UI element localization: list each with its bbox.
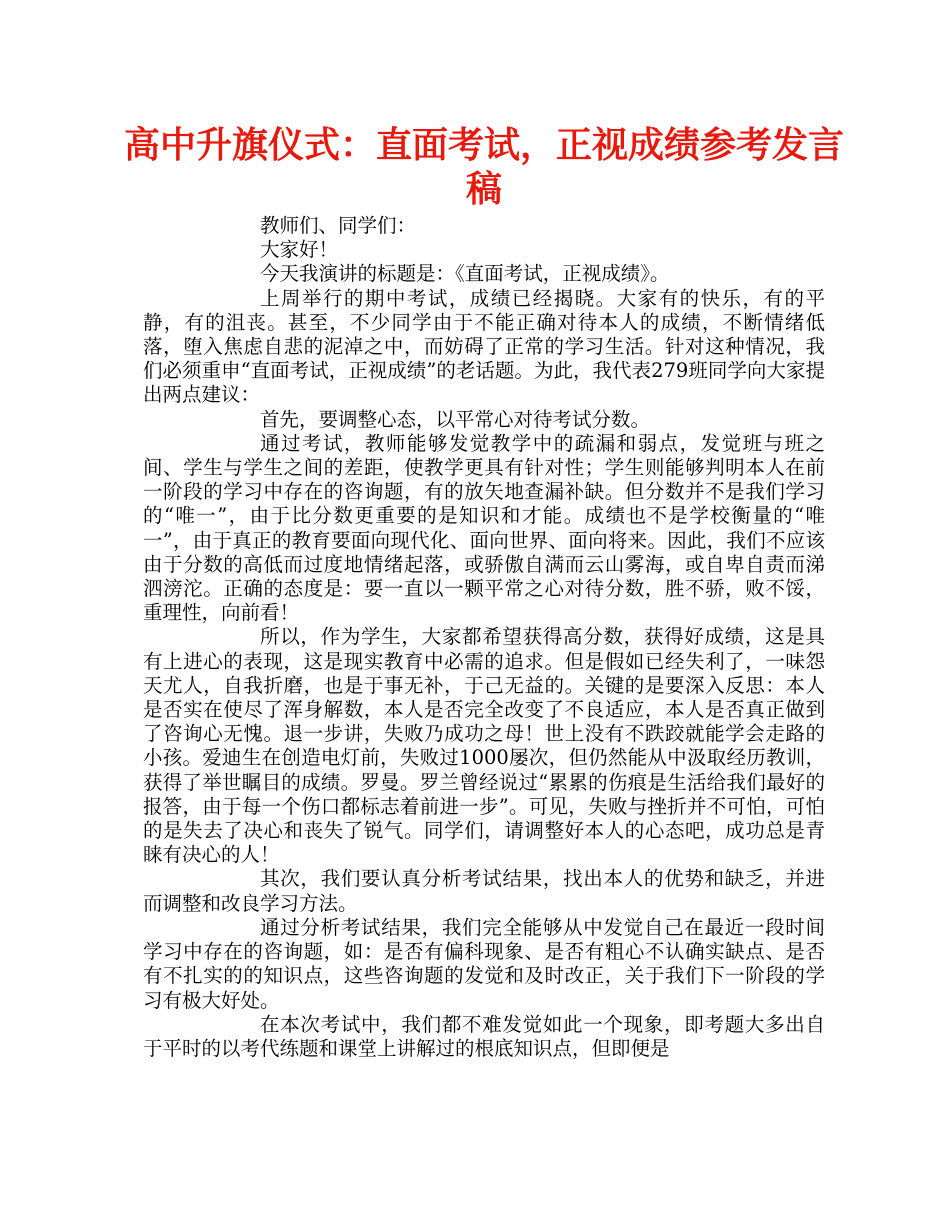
paragraph: 其次，我们要认真分析考试结果，找出本人的优势和缺乏，并进而调整和改良学习方法。 bbox=[143, 867, 825, 915]
paragraph-greeting: 大家好！ bbox=[260, 238, 339, 262]
paragraph: 通过分析考试结果，我们完全能够从中发觉自己在最近一段时间学习中存在的咨询题，如：是否有偏科现象、是否有粗心不认确实缺点、是否有不扎实的的知识点，这些咨询题的发觉和及时改正，关于我们下一阶段的学习有极大好处。 bbox=[143, 915, 825, 1012]
paragraph: 上周举行的期中考试，成绩已经揭晓。大家有的快乐，有的平静，有的沮丧。甚至，不少同学由于不能正确对待本人的成绩，不断情绪低落，堕入焦虑自悲的泥淖之中，而妨碍了正常的学习生活。针对这种情况，我们必须重申“直面考试，正视成绩”的老话题。为此，我代表279班同学向大家提出两点建议： bbox=[143, 286, 825, 407]
paragraph: 在本次考试中，我们都不难发觉如此一个现象，即考题大多出自于平时的以考代练题和课堂上讲解过的根底知识点，但即便是 bbox=[143, 1012, 825, 1060]
paragraph: 所以，作为学生，大家都希望获得高分数，获得好成绩，这是具有上进心的表现，这是现实教育中必需的追求。但是假如已经失利了，一味怨天尤人，自我折磨，也是于事无补，于己无益的。关键的是要深入反思：本人是否实在使尽了浑身解数，本人是否完全改变了不良适应，本人是否真正做到了咨询心无愧。退一步讲，失败乃成功之母！世上没有不跌跤就能学会走路的小孩。爱迪生在创造电灯前，失败过1000屡次，但仍然能从中汲取经历教训，获得了举世瞩目的成绩。罗曼。罗兰曾经说过“累累的伤痕是生活给我们最好的报答，由于每一个伤口都标志着前进一步”。可见，失败与挫折并不可怕，可怕的是失去了决心和丧失了锐气。同学们，请调整好本人的心态吧，成功总是青睐有决心的人！ bbox=[143, 625, 825, 867]
document-page bbox=[123, 124, 844, 1061]
document-body bbox=[143, 214, 825, 1061]
paragraph-topic: 今天我演讲的标题是：《直面考试，正视成绩》。 bbox=[260, 262, 670, 286]
paragraph-salutation: 教师们、同学们： bbox=[260, 214, 417, 237]
paragraph: 通过考试，教师能够发觉教学中的疏漏和弱点，发觉班与班之间、学生与学生之间的差距，使教学更具有针对性；学生则能够判明本人在前一阶段的学习中存在的咨询题，有的放矢地查漏补缺。但分数并不是我们学习的“唯一”，由于比分数更重要的是知识和才能。成绩也不是学校衡量的“唯一”，由于真正的教育要面向现代化、面向世界、面向将来。因此，我们不应该由于分数的高低而过度地情绪起落，或骄傲自满而云山雾海，或自卑自责而涕泗滂沱。正确的态度是：要一直以一颗平常之心对待分数，胜不骄，败不馁，重理性，向前看！ bbox=[143, 431, 825, 625]
document-title: 高中升旗仪式：直面考试，正视成绩参考发言稿 bbox=[123, 125, 844, 210]
paragraph: 首先，要调整心态，以平常心对待考试分数。 bbox=[260, 407, 651, 431]
